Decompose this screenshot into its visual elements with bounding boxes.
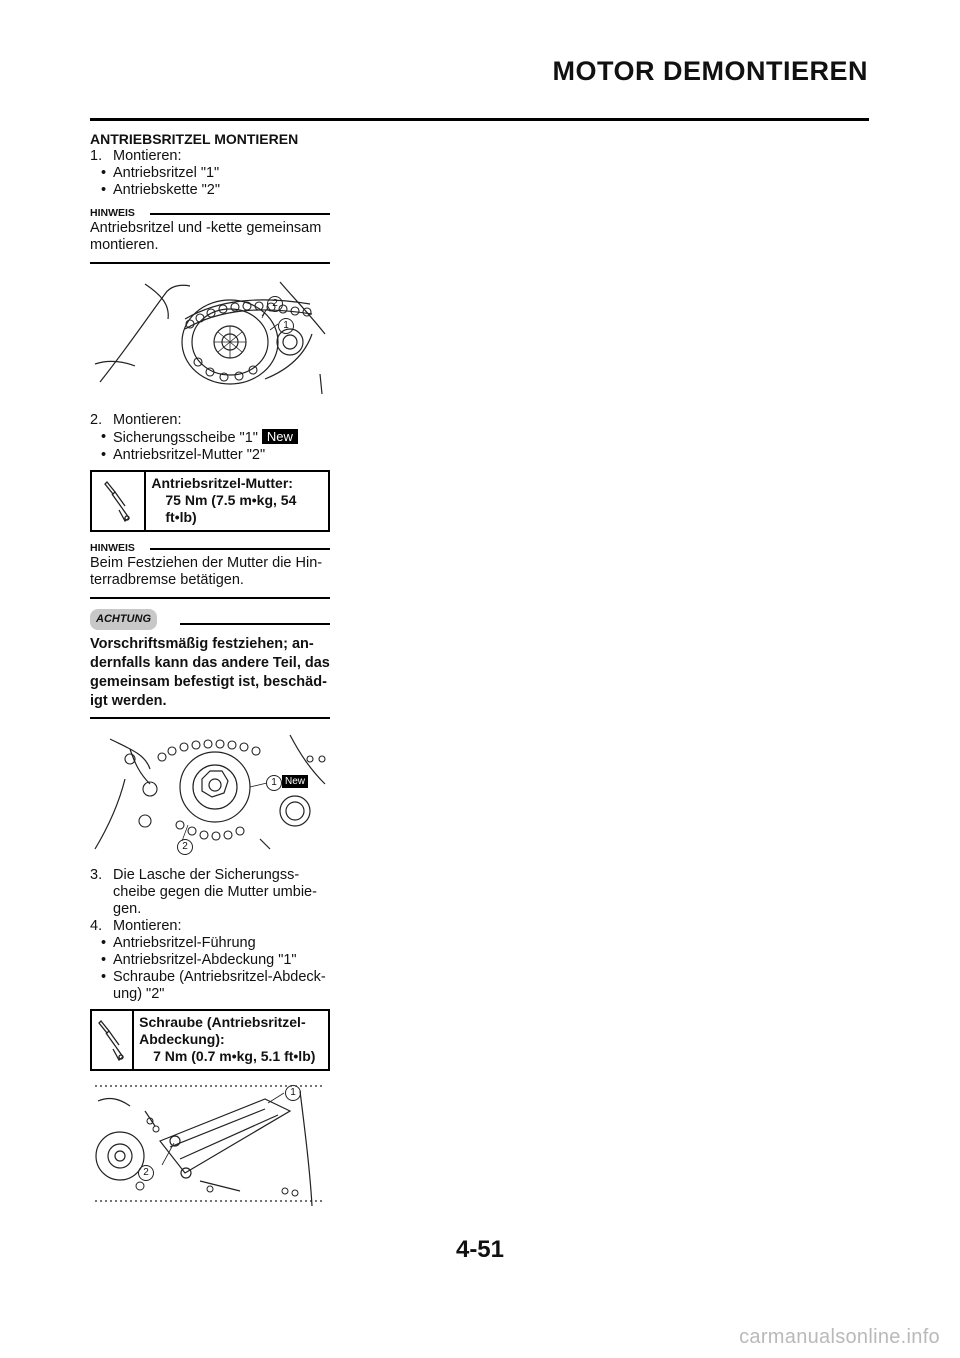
torque-value: 7 Nm (0.7 m•kg, 5.1 ft•lb)	[153, 1048, 316, 1064]
footer-watermark-url[interactable]: carmanualsonline.info	[739, 1326, 940, 1348]
list-item: • Antriebsritzel "1"	[90, 165, 330, 182]
list-item	[90, 429, 330, 447]
caution-label: ACHTUNG	[90, 609, 157, 630]
step-number: 4.	[90, 918, 103, 934]
figure-sprocket-chain	[90, 274, 330, 402]
page-title: MOTOR DEMONTIEREN	[552, 56, 868, 86]
note-header	[90, 205, 330, 219]
divider	[150, 548, 330, 550]
step-label: Montieren:	[113, 412, 182, 428]
torque-spec-box	[90, 1009, 330, 1071]
list-item-text: Sicherungsscheibe "1"	[113, 430, 258, 446]
main-column	[90, 131, 330, 1221]
list-item: • Antriebsritzel-Abdeckung "1"	[90, 952, 330, 969]
note-text: Beim Festziehen der Mutter die Hin-terradbremse betätigen.	[90, 554, 330, 599]
list-item: • Schraube (Antriebsritzel-Abdeck-ung) "2"	[90, 969, 330, 1003]
step-4	[90, 918, 330, 935]
figure-sprocket-cover	[90, 1081, 330, 1211]
step-1	[90, 148, 330, 165]
step-label: Montieren:	[113, 148, 182, 164]
torque-wrench-icon	[92, 472, 146, 530]
list-item: • Antriebskette "2"	[90, 182, 330, 199]
step-3	[90, 867, 330, 918]
note-label: HINWEIS	[90, 542, 135, 554]
step-number: 3.	[90, 867, 103, 883]
callout-2: 2	[138, 1165, 154, 1181]
torque-value: 75 Nm (7.5 m•kg, 54 ft•lb)	[165, 492, 297, 525]
header-rule	[90, 118, 869, 121]
step-number: 1.	[90, 148, 103, 164]
new-badge: New	[282, 775, 308, 788]
list-item: • Antriebsritzel-Führung	[90, 935, 330, 952]
torque-name: Antriebsritzel-Mutter:	[151, 475, 293, 491]
sprocket-chain-illustration	[90, 274, 330, 402]
list-item: • Antriebsritzel-Mutter "2"	[90, 447, 330, 464]
section-heading: ANTRIEBSRITZEL MONTIEREN	[90, 131, 299, 147]
step-label: Montieren:	[113, 918, 182, 934]
step-text: Die Lasche der Sicherungss-cheibe gegen die Mutter umbie-gen.	[113, 867, 317, 917]
callout-1: 1	[266, 775, 282, 791]
callout-1: 1	[278, 318, 294, 334]
torque-wrench-icon	[92, 1011, 134, 1069]
note-label: HINWEIS	[90, 207, 135, 219]
torque-name: Schraube (Antriebsritzel-Abdeckung):	[139, 1014, 306, 1047]
step-2	[90, 412, 330, 429]
divider	[180, 623, 330, 625]
lock-washer-illustration	[90, 729, 330, 857]
callout-1: 1	[285, 1085, 301, 1101]
torque-spec-box	[90, 470, 330, 532]
new-badge: New	[262, 429, 298, 444]
divider	[150, 213, 330, 215]
page-number: 4-51	[455, 1236, 505, 1263]
step-number: 2.	[90, 412, 103, 428]
figure-lock-washer	[90, 729, 330, 857]
note-header	[90, 540, 330, 554]
caution-header	[90, 609, 330, 629]
callout-2: 2	[267, 296, 283, 312]
caution-text: Vorschriftsmäßig festziehen; an-dernfalls kann das andere Teil, das gemeinsam befestigt ist, beschäd-igt werden.	[90, 629, 330, 719]
callout-2: 2	[177, 839, 193, 855]
note-text: Antriebsritzel und -kette gemeinsam montieren.	[90, 219, 330, 264]
